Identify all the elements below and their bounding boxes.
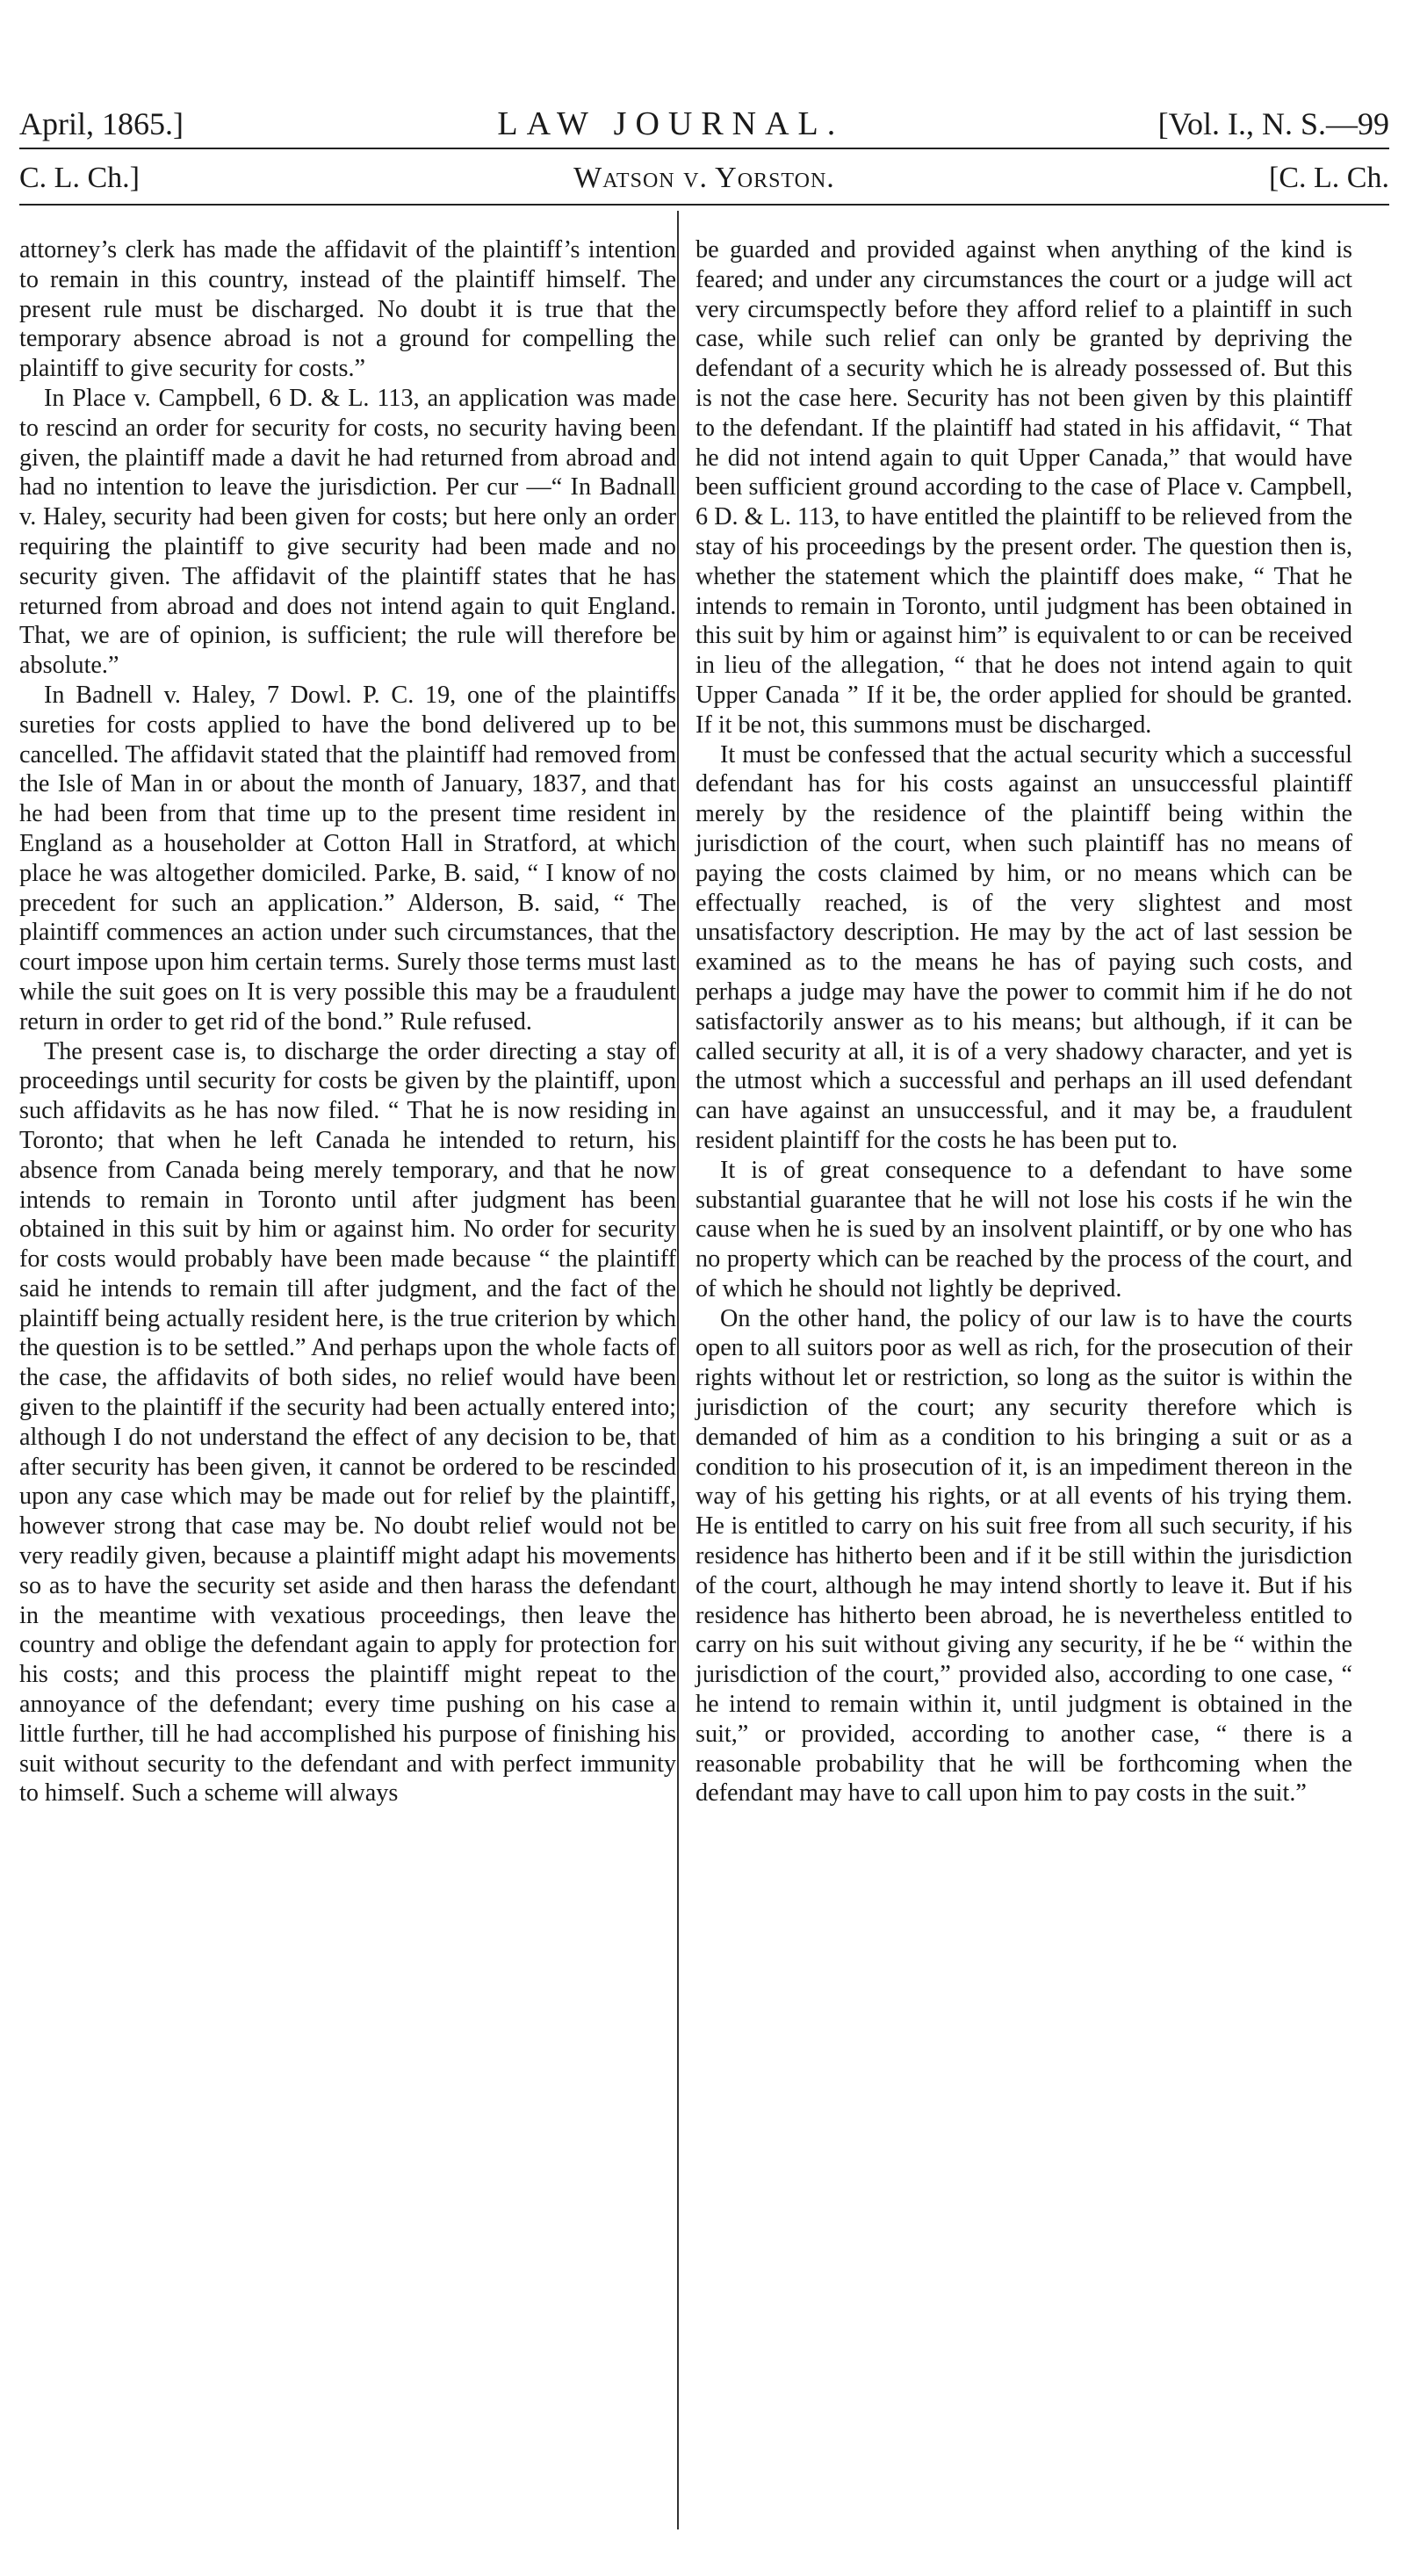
column-divider: [677, 211, 679, 2529]
case-header: [19, 158, 1389, 198]
paragraph: In Badnell v. Haley, 7 Dowl. P. C. 19, one of the plaintiffs sureties for costs applied to have the bond delivered up to be cancelled. The affidavit stated that the plaintiff had removed from the Isle of Man in or about the month of January, 1837, and that he had been from that time up to the present time resident in England as a householder at Cotton Hall in Stratford, at which place he was altogether domiciled. Parke, B. said, “ I know of no precedent for such an application.” Alderson, B. said, “ The plaintiff commences an action under such circumstances, that the court impose upon him certain terms. Surely those terms must last while the suit goes on It is very possible this may be a fraudulent return in order to get rid of the bond.” Rule refused.: [19, 681, 676, 1035]
header-rule: [19, 148, 1389, 149]
court-label-left: C. L. Ch.]: [19, 162, 140, 194]
paragraph: On the other hand, the policy of our law is to have the courts open to all suitors poor as well as rich, for the prosecution of their rights without let or restriction, so long as the suitor is within the jurisdiction of the court; any security therefore which is demanded of him as a condition to his bringing a suit or as a condition to his prosecution of it, is an impediment thereon in the way of his getting his rights, or at all events of his trying them. He is entitled to carry on his suit free from all such security, if his residence has hitherto been and if it be still within the jurisdiction of the court, although he may intend shortly to leave it. But if his residence has hitherto been abroad, he is nevertheless entitled to carry on his suit without giving any security, if he be “ within the jurisdiction of the court,” provided also, according to one case, “ he intend to remain within it, until judgment is obtained in the suit,” or provided, according to another case, “ there is a reasonable probability that he will be forthcoming when the defendant may have to call upon him to pay costs in the suit.”: [695, 1304, 1352, 1808]
paragraph: In Place v. Campbell, 6 D. & L. 113, an application was made to rescind an order for security for costs, no security having been given, the plaintiff made a davit he had returned from abroad and had no intention to leave the jurisdiction. Per cur —“ In Badnall v. Haley, security had been given for costs; but here only an order requiring the plaintiff to give security had been made and no security given. The affidavit of the plaintiff states that he has returned from abroad and does not intend again to quit England. That, we are of opinion, is sufficient; the rule will therefore be absolute.”: [19, 384, 676, 680]
issue-date: April, 1865.]: [19, 106, 184, 141]
case-title: Watson v. Yorston.: [573, 162, 835, 194]
subheader-rule: [19, 204, 1389, 206]
paragraph: The present case is, to discharge the order directing a stay of proceedings until security for costs be given by the plaintiff, upon such affidavits as he has now filed. “ That he is now residing in Toronto; that when he left Canada he intended to return, his absence from Canada being merely temporary, and that he now intends to remain in Toronto until after judgment has been obtained in this suit by him or against him. No order for security for costs would probably have been made because “ the plaintiff said he intends to remain till after judgment, and the fact of the plaintiff being actually resident here, is the true criterion by which the question is to be settled.” And perhaps upon the whole facts of the case, the affidavits of both sides, no relief would have been given to the plaintiff if the security had been actually entered into; although I do not understand the effect of any decision to be, that after security has been given, it cannot be ordered to be rescinded upon any case which may be made out for relief by the plaintiff, however strong that case may be. No doubt relief would not be very readily given, because a plaintiff might adapt his movements so as to have the security set aside and then harass the defendant in the meantime with vexatious proceedings, then leave the country and oblige the defendant again to apply for protection for his costs; and this process the plaintiff might repeat to the annoyance of the defendant; every time pushing on his case a little further, till he had accomplished his purpose of finishing his suit without security to the defendant and with perfect immunity to himself. Such a scheme will always: [19, 1037, 676, 1808]
paragraph: attorney’s clerk has made the affidavit of the plaintiff’s intention to remain in this country, instead of the plaintiff himself. The present rule must be discharged. No doubt it is true that the temporary absence abroad is not a ground for compelling the plaintiff to give security for costs.”: [19, 236, 676, 383]
paragraph: It is of great consequence to a defendant to have some substantial guarantee that he will not lose his costs if he win the cause when he is sued by an insolvent plaintiff, or by one who has no property which can be reached by the process of the court, and of which he should not lightly be deprived.: [695, 1156, 1352, 1302]
left-column: [19, 235, 676, 1808]
paragraph: be guarded and provided against when anything of the kind is feared; and under any circumstances the court or a judge will act very circumspectly before they afford relief to a plaintiff in such case, while such relief can only be granted by depriving the defendant of a security which he is already possessed of. But this is not the case here. Security has not been given by this plaintiff to the defendant. If the plaintiff had stated in his affidavit, “ That he did not intend again to quit Upper Canada,” that would have been sufficient ground according to the case of Place v. Campbell, 6 D. & L. 113, to have entitled the plaintiff to be relieved from the stay of his proceedings by the present order. The question then is, whether the statement which the plaintiff does make, “ That he intends to remain in Toronto, until judgment has been obtained in this suit by him or against him” is equivalent to or can be received in lieu of the allegation, “ that he does not intend again to quit Upper Canada ” If it be, the order applied for should be granted. If it be not, this summons must be discharged.: [695, 236, 1352, 739]
volume-page: [Vol. I., N. S.—99: [1157, 106, 1389, 141]
court-label-right: [C. L. Ch.: [1269, 162, 1389, 194]
journal-title: LAW JOURNAL.: [497, 105, 845, 142]
running-header: [19, 104, 1389, 144]
paragraph: It must be confessed that the actual security which a successful defendant has for his costs against an unsuccessful plaintiff merely by the residence of the plaintiff being within the jurisdiction of the court, when such plaintiff has no means of paying the costs claimed by him, or no means which can be effectually reached, is of the very slightest and most unsatisfactory description. He may by the act of last session be examined as to the means he has of paying such costs, and perhaps a judge may have the power to commit him if he do not satisfactorily answer as to his means; but although, if it can be called security at all, it is of a very shadowy character, and yet is the utmost which a successful and perhaps an ill used defendant can have against an unsuccessful, and it may be, a fraudulent resident plaintiff for the costs he has been put to.: [695, 740, 1352, 1154]
right-column: [695, 235, 1352, 1808]
